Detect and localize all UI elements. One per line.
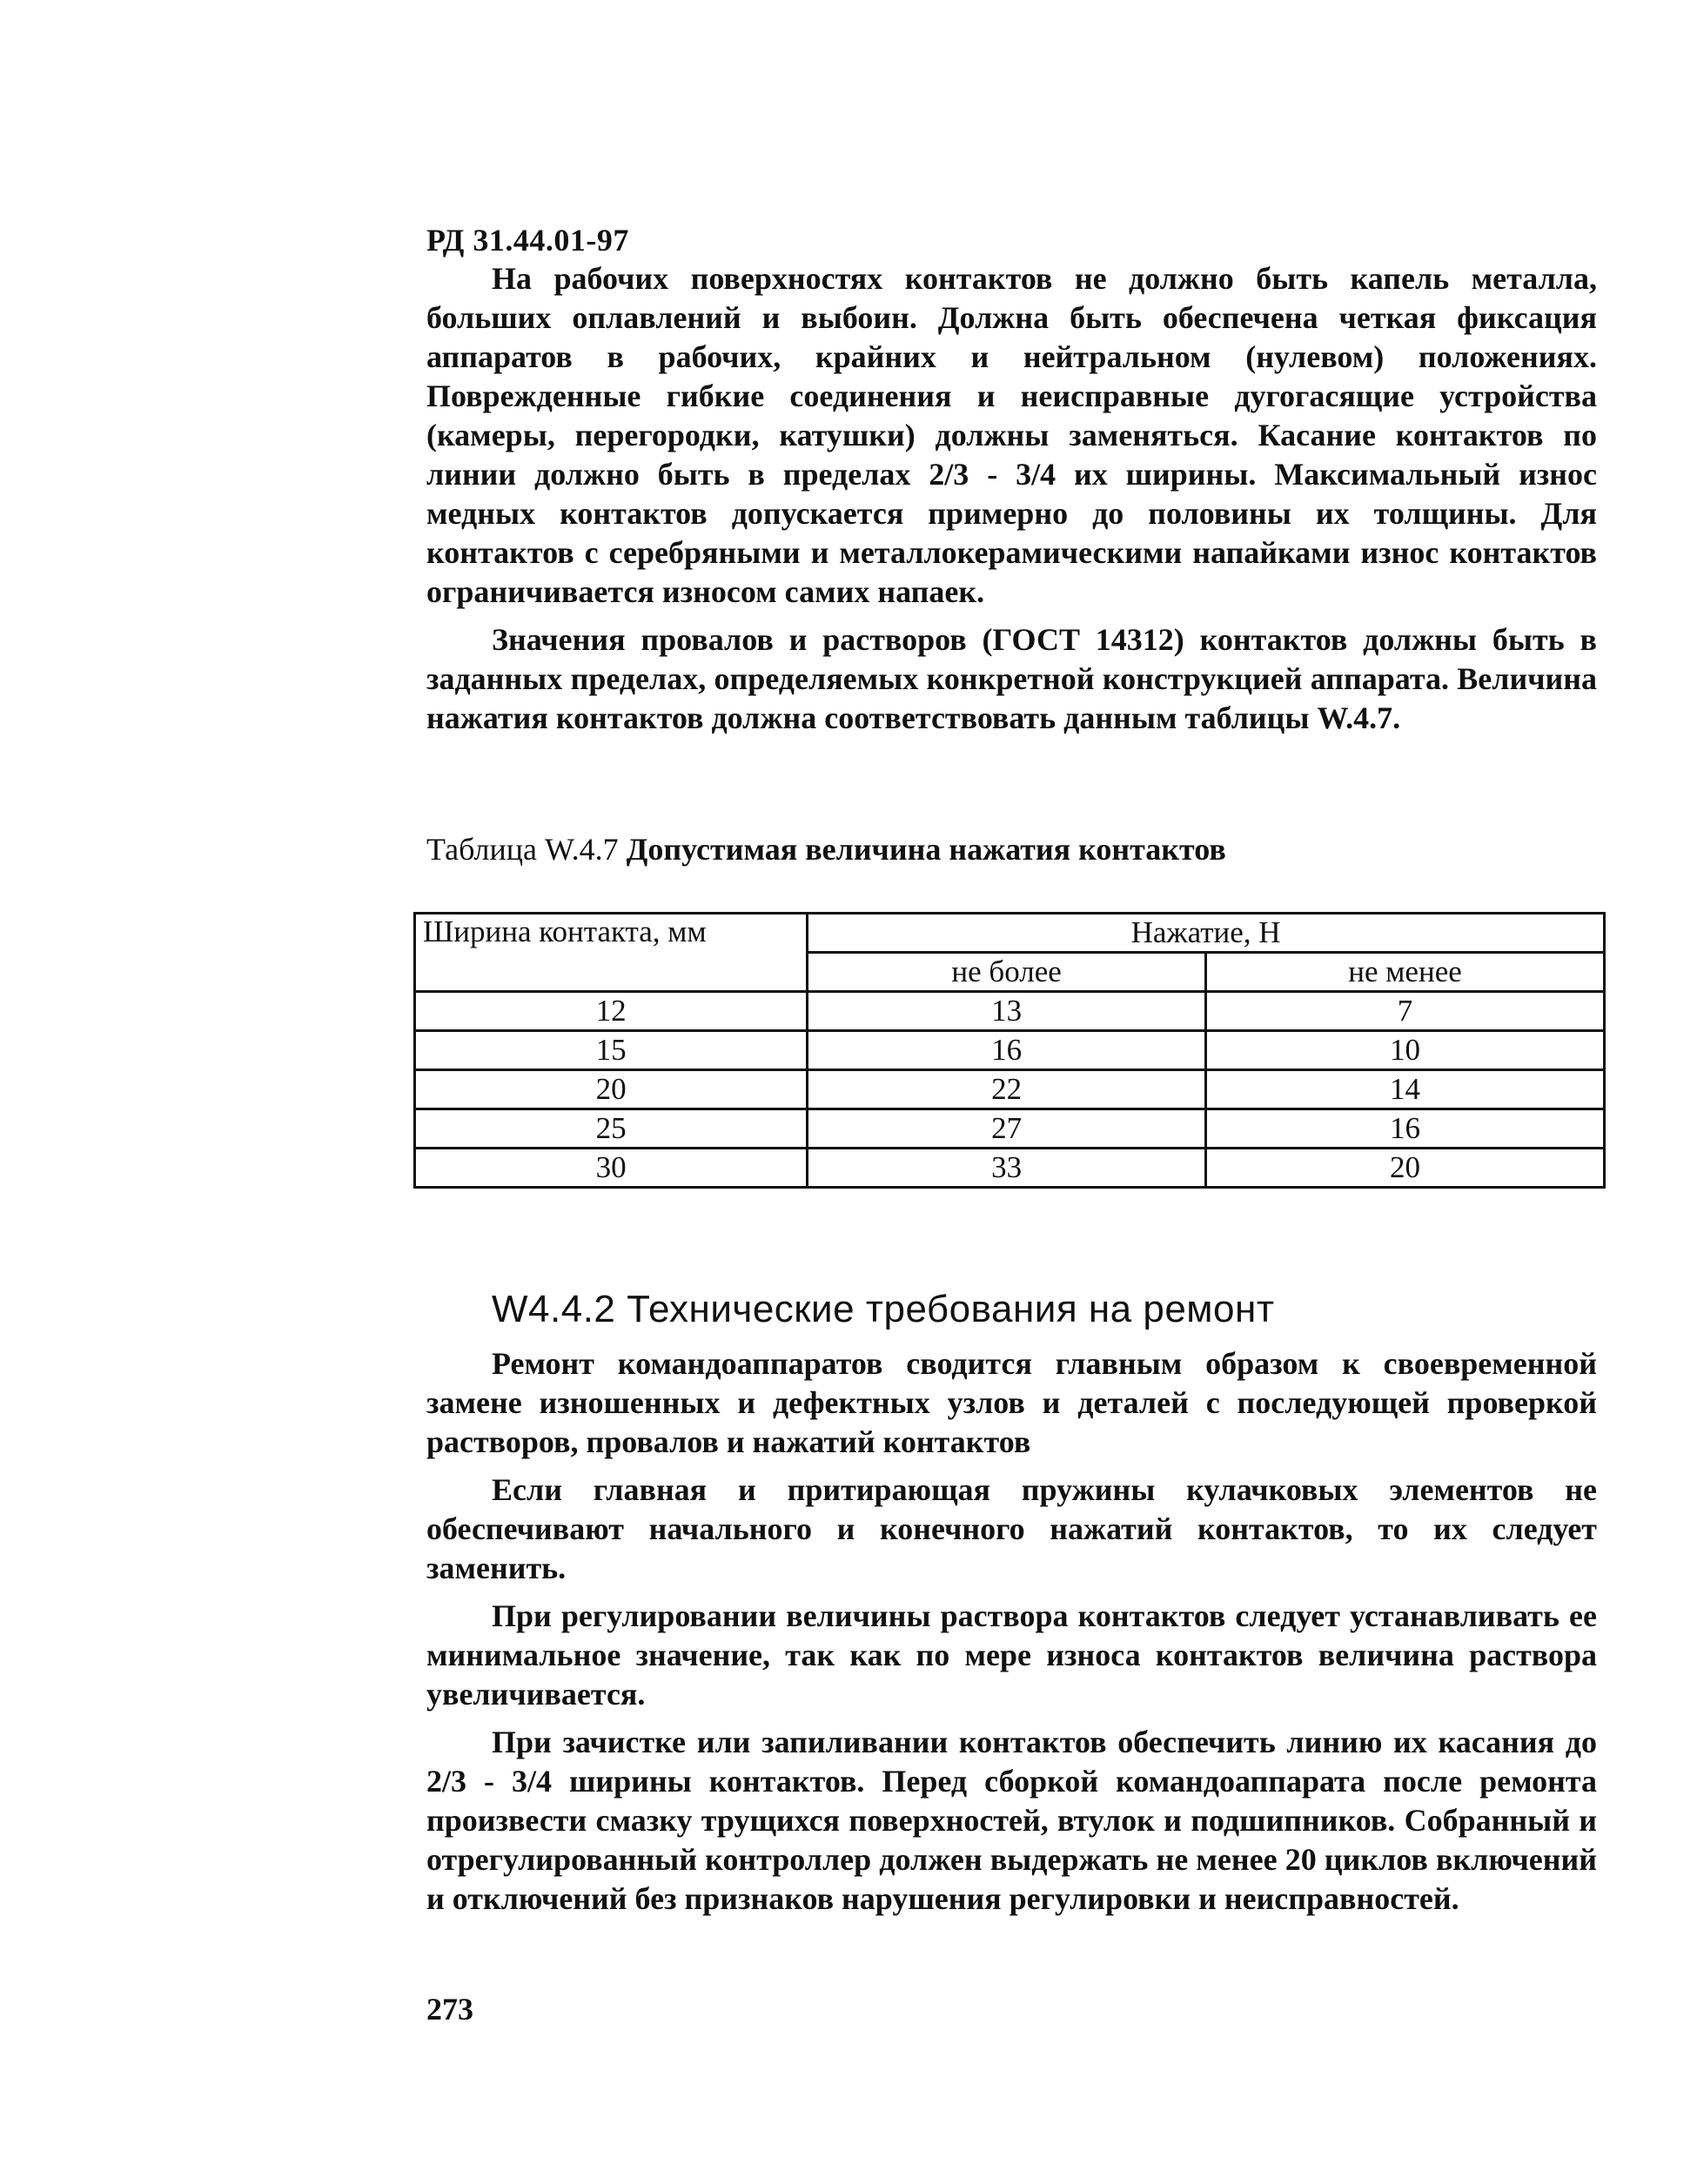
contact-pressure-table [413,912,1606,1189]
table-caption [426,831,1226,868]
cell-min: 10 [1206,1031,1605,1070]
cell-width: 20 [415,1070,808,1109]
cell-max: 33 [808,1149,1206,1188]
cell-max: 27 [808,1109,1206,1149]
cell-max: 16 [808,1031,1206,1070]
cell-width: 30 [415,1149,808,1188]
section-heading: W4.4.2 Технические требования на ремонт [492,1288,1275,1330]
table-row [415,1031,1605,1070]
intro-text [426,259,1597,738]
header-pressure: Нажатие, Н [808,914,1605,953]
header-max: не более [808,953,1206,992]
table-row [415,1070,1605,1109]
cell-min: 7 [1206,992,1605,1031]
cell-min: 20 [1206,1149,1605,1188]
table-caption-title: Допустимая величина нажатия контактов [626,832,1226,867]
paragraph: Значения провалов и растворов (ГОСТ 14312) контактов должны быть в заданных пределах, определяемых конкретной конструкцией аппарата. Величина нажатия контактов должна соответствовать данным таблицы W.4.7. [426,622,1597,735]
table-row [415,1109,1605,1149]
table-row [415,992,1605,1031]
cell-max: 22 [808,1070,1206,1109]
header-min: не менее [1206,953,1605,992]
section-text [426,1344,1597,1919]
table-caption-label: Таблица W.4.7 [426,832,619,867]
table-row [415,1149,1605,1188]
cell-min: 16 [1206,1109,1605,1149]
table-header-row [415,914,1605,953]
header-width: Ширина контакта, мм [415,914,808,992]
paragraph: При зачистке или запиливании контактов обеспечить линию их касания до 2/3 - 3/4 ширины контактов. Перед сборкой командоаппарата после ремонта произвести смазку трущихся поверхностей, втулок и подшипников. Собранный и отрегулированный контроллер должен выдержать не менее 20 циклов включений и отключений без признаков нарушения регулировки и неисправностей. [426,1725,1597,1916]
paragraph: Если главная и притирающая пружины кулачковых элементов не обеспечивают начального и конечного нажатий контактов, то их следует заменить. [426,1472,1597,1585]
paragraph: На рабочих поверхностях контактов не должно быть капель металла, больших оплавлений и выбоин. Должна быть обеспечена четкая фиксация аппаратов в рабочих, крайних и нейтральном (нулевом) положениях. Поврежденные гибкие соединения и неисправные дугогасящие устройства (камеры, перегородки, катушки) должны заменяться. Касание контактов по линии должно быть в пределах 2/3 - 3/4 их ширины. Максимальный износ медных контактов допускается примерно до половины их толщины. Для контактов с серебряными и металлокерамическими напайками износ контактов ограничивается износом самих напаек. [426,261,1597,609]
cell-width: 12 [415,992,808,1031]
cell-max: 13 [808,992,1206,1031]
document-code: РД 31.44.01-97 [426,223,629,258]
cell-width: 25 [415,1109,808,1149]
paragraph: Ремонт командоаппаратов сводится главным образом к своевременной замене изношенных и дефектных узлов и деталей с последующей проверкой растворов, провалов и нажатий контактов [426,1346,1597,1459]
cell-width: 15 [415,1031,808,1070]
paragraph: При регулировании величины раствора контактов следует устанавливать ее минимальное значение, так как по мере износа контактов величина раствора увеличивается. [426,1598,1597,1712]
page-number: 273 [426,1992,473,2027]
cell-min: 14 [1206,1070,1605,1109]
